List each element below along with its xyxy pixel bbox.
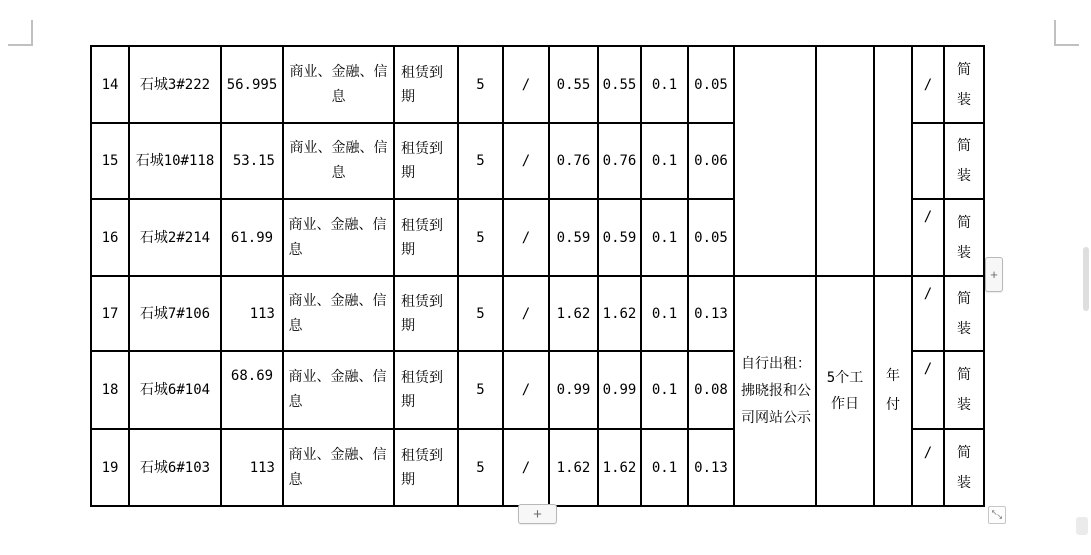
usage-text: 商业、金融、信息 [288, 369, 387, 410]
notice-period-text: 5个工作日 [826, 370, 864, 412]
cell-slash-b[interactable]: / [912, 199, 944, 276]
cell-decoration[interactable] [944, 351, 984, 429]
cell-rent-method-empty[interactable] [734, 46, 816, 276]
cell-decoration[interactable] [944, 429, 984, 506]
rent-method-text: 自行出租：拂晓报和公司网站公示 [741, 355, 811, 426]
cell-slash-a[interactable]: / [503, 429, 549, 506]
page-margin-mark-top-right [1054, 20, 1079, 46]
cell-payment-empty[interactable] [874, 46, 912, 276]
status-text: 租赁到期 [401, 64, 443, 105]
cell-slash-b[interactable]: / [912, 46, 944, 123]
cell-property-name[interactable]: 石城2#214 [129, 199, 221, 276]
cell-property-name[interactable]: 石城10#118 [129, 123, 221, 199]
resize-arrow-nw-icon: ↖ [991, 508, 998, 517]
cell-value3[interactable]: 0.1 [641, 429, 688, 506]
table-row [91, 46, 984, 123]
cell-row-number[interactable]: 15 [91, 123, 129, 199]
usage-text: 商业、金融、信息 [288, 292, 387, 334]
cell-value3[interactable]: 0.1 [641, 46, 688, 123]
page-margin-mark-top-left [8, 20, 33, 46]
cell-area[interactable]: 61.99 [221, 199, 283, 276]
cell-term[interactable]: 5 [458, 46, 503, 123]
add-column-button[interactable]: + [985, 257, 1003, 292]
cell-row-number[interactable]: 14 [91, 46, 129, 123]
cell-term[interactable]: 5 [458, 429, 503, 506]
cell-area[interactable]: 68.69 [221, 351, 283, 429]
scrollbar-corner [1076, 517, 1088, 535]
cell-status[interactable] [394, 199, 458, 276]
cell-row-number[interactable]: 19 [91, 429, 129, 506]
cell-value2[interactable]: 0.99 [598, 351, 641, 429]
cell-value1[interactable]: 0.99 [549, 351, 598, 429]
cell-slash-a[interactable]: / [503, 199, 549, 276]
cell-usage[interactable] [283, 351, 394, 429]
status-text: 租赁到期 [401, 447, 443, 488]
cell-usage[interactable] [283, 429, 394, 506]
cell-status[interactable] [394, 46, 458, 123]
decoration-text: 简装 [957, 290, 971, 337]
cell-decoration[interactable] [944, 123, 984, 199]
payment-text: 年付 [886, 368, 900, 413]
cell-value4[interactable]: 0.13 [688, 429, 734, 506]
table-resize-handle[interactable] [988, 506, 1006, 524]
cell-value2[interactable]: 0.55 [598, 46, 641, 123]
cell-term[interactable]: 5 [458, 276, 503, 351]
decoration-text: 简装 [957, 61, 971, 108]
cell-status[interactable] [394, 351, 458, 429]
vertical-scrollbar-thumb[interactable] [1083, 247, 1089, 311]
cell-decoration[interactable] [944, 276, 984, 351]
usage-text: 商业、金融、信息 [289, 63, 388, 105]
cell-value3[interactable]: 0.1 [641, 199, 688, 276]
add-row-button[interactable]: + [518, 504, 557, 524]
cell-slash-b[interactable]: / [912, 351, 944, 429]
cell-value1[interactable]: 0.76 [549, 123, 598, 199]
resize-arrow-se-icon: ↘ [996, 512, 1003, 521]
cell-notice-period-empty[interactable] [816, 46, 874, 276]
status-text: 租赁到期 [401, 293, 443, 334]
cell-value1[interactable]: 0.55 [549, 46, 598, 123]
status-text: 租赁到期 [401, 217, 443, 258]
cell-notice-period[interactable] [816, 276, 874, 506]
cell-value4[interactable]: 0.13 [688, 276, 734, 351]
cell-value2[interactable]: 0.76 [598, 123, 641, 199]
decoration-text: 简装 [957, 444, 971, 491]
cell-value1[interactable]: 1.62 [549, 429, 598, 506]
cell-value3[interactable]: 0.1 [641, 351, 688, 429]
cell-row-number[interactable]: 17 [91, 276, 129, 351]
cell-area[interactable]: 53.15 [221, 123, 283, 199]
cell-usage[interactable] [283, 46, 394, 123]
cell-decoration[interactable] [944, 46, 984, 123]
decoration-text: 简装 [957, 214, 971, 261]
decoration-text: 简装 [957, 138, 971, 184]
cell-value2[interactable]: 1.62 [598, 276, 641, 351]
cell-value1[interactable]: 1.62 [549, 276, 598, 351]
cell-usage[interactable] [283, 123, 394, 199]
cell-slash-a[interactable]: / [503, 351, 549, 429]
cell-usage[interactable] [283, 276, 394, 351]
document-table-container [90, 45, 985, 507]
usage-text: 商业、金融、信息 [289, 140, 388, 181]
cell-decoration[interactable] [944, 199, 984, 276]
cell-term[interactable]: 5 [458, 199, 503, 276]
cell-area[interactable]: 56.995 [221, 46, 283, 123]
table-row [91, 276, 984, 351]
cell-slash-a[interactable]: / [503, 276, 549, 351]
cell-value4[interactable]: 0.05 [688, 199, 734, 276]
usage-text: 商业、金融、信息 [288, 216, 387, 258]
status-text: 租赁到期 [401, 141, 443, 181]
decoration-text: 简装 [957, 367, 971, 413]
rental-listing-table [90, 45, 985, 507]
cell-value3[interactable]: 0.1 [641, 123, 688, 199]
cell-row-number[interactable]: 16 [91, 199, 129, 276]
cell-value4[interactable]: 0.06 [688, 123, 734, 199]
cell-term[interactable]: 5 [458, 351, 503, 429]
cell-payment[interactable] [874, 276, 912, 506]
cell-slash-a[interactable]: / [503, 46, 549, 123]
cell-slash-b[interactable]: / [912, 276, 944, 351]
cell-term[interactable]: 5 [458, 123, 503, 199]
cell-usage[interactable] [283, 199, 394, 276]
cell-area[interactable]: 113 [221, 429, 283, 506]
cell-value3[interactable]: 0.1 [641, 276, 688, 351]
cell-area[interactable]: 113 [221, 276, 283, 351]
cell-row-number[interactable]: 18 [91, 351, 129, 429]
cell-property-name[interactable]: 石城7#106 [129, 276, 221, 351]
cell-value1[interactable]: 0.59 [549, 199, 598, 276]
cell-slash-b[interactable] [912, 123, 944, 199]
cell-value4[interactable]: 0.05 [688, 46, 734, 123]
cell-value4[interactable]: 0.08 [688, 351, 734, 429]
cell-rent-method[interactable] [734, 276, 816, 506]
cell-status[interactable] [394, 276, 458, 351]
cell-status[interactable] [394, 123, 458, 199]
cell-value2[interactable]: 1.62 [598, 429, 641, 506]
cell-property-name[interactable]: 石城6#104 [129, 351, 221, 429]
cell-status[interactable] [394, 429, 458, 506]
cell-slash-b[interactable]: / [912, 429, 944, 506]
status-text: 租赁到期 [401, 370, 443, 410]
cell-property-name[interactable]: 石城6#103 [129, 429, 221, 506]
cell-value2[interactable]: 0.59 [598, 199, 641, 276]
usage-text: 商业、金融、信息 [288, 446, 387, 488]
cell-property-name[interactable]: 石城3#222 [129, 46, 221, 123]
cell-slash-a[interactable]: / [503, 123, 549, 199]
